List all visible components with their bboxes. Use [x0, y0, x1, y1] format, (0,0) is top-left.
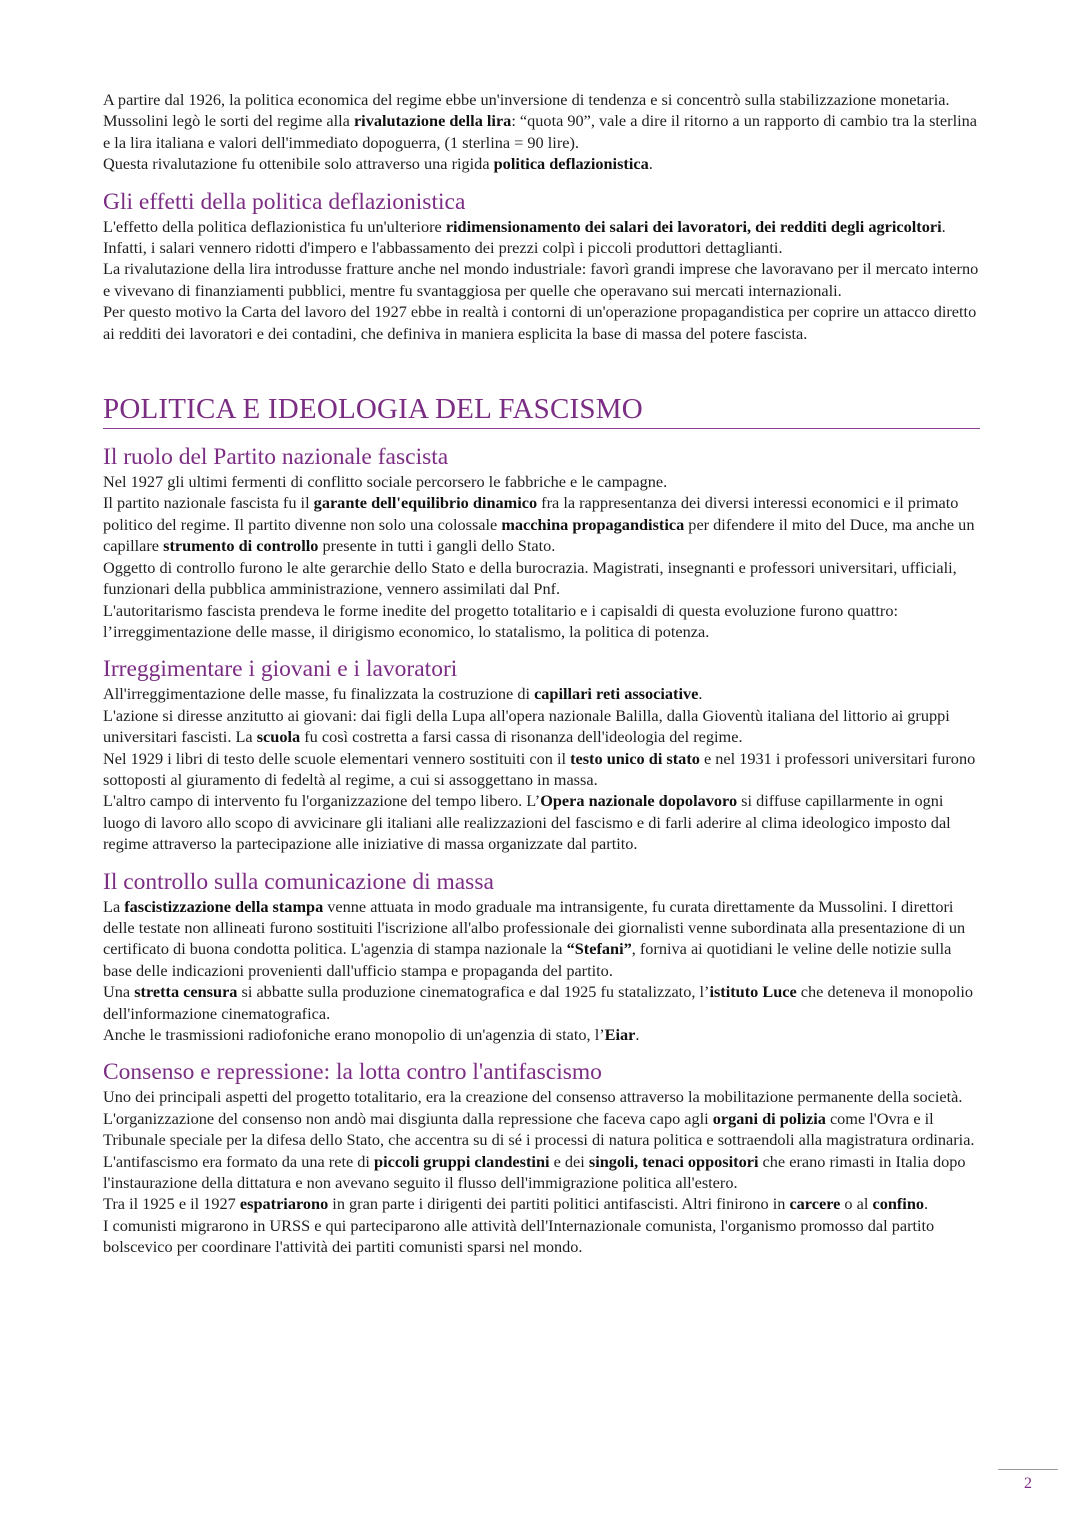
chapter-header: [103, 392, 983, 429]
bold-term: capillari reti associative: [534, 684, 699, 704]
paragraph: Oggetto di controllo furono le alte gerarchie dello Stato e della burocrazia. Magistrati, insegnanti e professori universitari, ufficiali, funzionari della pubblica amministrazione, vennero assimilati dal Pnf.: [103, 557, 957, 599]
paragraph: Questa rivalutazione fu ottenibile solo attraverso una rigida politica deflazionistica.: [103, 154, 653, 174]
paragraph: L'effetto della politica deflazionistica fu un'ulteriore ridimensionamento dei salari dei lavoratori, dei redditi degli agricoltori. Infatti, i salari vennero ridotti d'impero e l'abbassamento dei prezzi colpì i piccoli produttori dettaglianti.: [103, 216, 946, 258]
bold-term: singoli, tenaci oppositori: [588, 1151, 759, 1171]
bold-term: Opera nazionale dopolavoro: [540, 791, 738, 811]
bold-term: ridimensionamento dei salari dei lavoratori, dei redditi degli agricoltori: [445, 216, 942, 236]
paragraph: Tra il 1925 e il 1927 espatriarono in gran parte i dirigenti dei partiti politici antifascisti. Altri finirono in carcere o al confino.: [103, 1194, 929, 1214]
bold-term: “Stefani”: [566, 939, 632, 959]
title-underline: [103, 428, 980, 429]
paragraph: Uno dei principali aspetti del progetto totalitario, era la creazione del consenso attraverso la mobilitazione permanente della società.: [103, 1087, 963, 1107]
section-party-role: [103, 443, 983, 642]
page-number: 2: [1024, 1475, 1032, 1492]
bold-term: politica deflazionistica: [493, 154, 649, 174]
bold-term: rivalutazione della lira: [353, 111, 512, 131]
bold-term: macchina propagandistica: [501, 514, 685, 534]
bold-term: testo unico di stato: [570, 748, 700, 768]
paragraph: All'irreggimentazione delle masse, fu finalizzata la costruzione di capillari reti associative.: [103, 684, 703, 704]
bold-term: scuola: [256, 727, 301, 747]
section-heading: Il controllo sulla comunicazione di massa: [103, 868, 494, 895]
bold-term: istituto Luce: [709, 982, 797, 1002]
section-intro: [103, 89, 983, 175]
paragraph: Una stretta censura si abbatte sulla produzione cinematografica e dal 1925 fu statalizzato, l’istituto Luce che deteneva il monopolio dell'informazione cinematografica.: [103, 982, 974, 1023]
paragraph: Anche le trasmissioni radiofoniche erano monopolio di un'agenzia di stato, l’Eiar.: [103, 1025, 640, 1044]
bold-term: organi di polizia: [712, 1108, 826, 1128]
paragraph: Per questo motivo la Carta del lavoro del 1927 ebbe in realtà i contorni di un'operazione propagandistica per coprire un attacco diretto ai redditi dei lavoratori e dei contadini, che definiva in maniera esplicita la base di massa del potere fascista.: [103, 302, 977, 343]
paragraph: L'antifascismo era formato da una rete di piccoli gruppi clandestini e dei singoli, tenaci oppositori che erano rimasti in Italia dopo l'instaurazione della dittatura e non avevano seguito il flusso dell'immigrazione politica all'estero.: [103, 1151, 966, 1193]
section-deflation-effects: [103, 188, 983, 344]
paragraph: L'autoritarismo fascista prendeva le forme inedite del progetto totalitario e i capisaldi di questa evoluzione furono quattro: l’irreggimentazione delle masse, il dirigismo economico, lo statalismo, la politica di potenza.: [103, 600, 899, 641]
bold-term: piccoli gruppi clandestini: [374, 1151, 550, 1171]
section-youth-workers: [103, 655, 983, 854]
paragraph: L'organizzazione del consenso non andò mai disgiunta dalla repressione che faceva capo agli organi di polizia come l'Ovra e il Tribunale speciale per la difesa dello Stato, che accentra su di sé i processi di natura politica e sottraendoli alla magistratura ordinaria.: [103, 1108, 975, 1150]
bold-term: Eiar: [604, 1025, 636, 1044]
paragraph: Nel 1927 gli ultimi fermenti di conflitto sociale percorsero le fabbriche e le campagne.: [103, 472, 668, 492]
chapter-title: POLITICA E IDEOLOGIA DEL FASCISMO: [103, 393, 643, 426]
paragraph: L'azione si diresse anzitutto ai giovani: dai figli della Lupa all'opera nazionale Balilla, dalla Gioventù italiana del littorio ai gruppi universitari fascisti. La scuola fu così costretta a farsi cassa di risonanza dell'ideologia del regime.: [103, 705, 950, 747]
paragraph: La fascistizzazione della stampa venne attuata in modo graduale ma intransigente, fu curata direttamente da Mussolini. I direttori delle testate non allineati furono sostituiti l'iscrizione all'albo professionale dei giornalisti venne subordinata alla presentazione di un certificato di buona condotta politica. L'agenzia di stampa nazionale la “Stefani”, forniva ai quotidiani le veline delle notizie sulla base delle indicazioni provenienti dall'ufficio stampa e propaganda del partito.: [103, 896, 966, 980]
bold-term: espatriarono: [239, 1194, 329, 1214]
paragraph: Il partito nazionale fascista fu il garante dell'equilibrio dinamico fra la rappresentanza dei diversi interessi economici e il primato politico del regime. Il partito divenne non solo una colossale macchina propagandistica per difendere il mito del Duce, ma anche un capillare strumento di controllo presente in tutti i gangli dello Stato.: [103, 493, 975, 556]
section-heading: Irreggimentare i giovani e i lavoratori: [103, 656, 458, 683]
paragraph: I comunisti migrarono in URSS e qui parteciparono alle attività dell'Internazionale comunista, l'organismo promosso dal partito bolscevico per coordinare l'attività dei partiti comunisti sparsi nel mondo.: [103, 1215, 935, 1257]
paragraph: A partire dal 1926, la politica economica del regime ebbe un'inversione di tendenza e si concentrò sulla stabilizzazione monetaria. Mussolini legò le sorti del regime alla rivalutazione della lira: “quota 90”, vale a dire il ritorno a un rapporto di cambio tra la sterlina e la lira italiana e valori dell'immediato dopoguerra, (1 sterlina = 90 lire).: [103, 90, 977, 152]
section-heading: Gli effetti della politica deflazionistica: [103, 188, 466, 215]
page-number-rule: [998, 1469, 1058, 1470]
bold-term: carcere: [789, 1194, 841, 1214]
bold-term: fascistizzazione della stampa: [124, 896, 324, 916]
paragraph: La rivalutazione della lira introdusse fratture anche nel mondo industriale: favorì grandi imprese che lavoravano per il mercato interno e vivevano di finanziamenti pubblici, mentre fu svantaggiosa per quelle che operavano sui mercati internazionali.: [103, 259, 979, 300]
bold-term: garante dell'equilibrio dinamico: [313, 493, 538, 513]
section-heading: Il ruolo del Partito nazionale fascista: [103, 444, 449, 471]
bold-term: stretta censura: [134, 982, 238, 1002]
bold-term: strumento di controllo: [163, 536, 319, 556]
paragraph: Nel 1929 i libri di testo delle scuole elementari vennero sostituiti con il testo unico di stato e nel 1931 i professori universitari furono sottoposti al giuramento di fedeltà al regime, a cui si assoggettano in massa.: [103, 748, 976, 789]
page-content: [103, 89, 983, 1258]
section-heading: Consenso e repressione: la lotta contro l'antifascismo: [103, 1059, 602, 1086]
section-consensus-repression: [103, 1058, 983, 1257]
section-mass-communication: [103, 868, 983, 1046]
bold-term: confino: [872, 1194, 925, 1214]
paragraph: L'altro campo di intervento fu l'organizzazione del tempo libero. L’Opera nazionale dopolavoro si diffuse capillarmente in ogni luogo di lavoro allo scopo di avvicinare gli italiani alle realizzazioni del fascismo e di farli aderire al clima ideologico imposto dal regime attraverso la partecipazione alle iniziative di massa organizzate dal partito.: [103, 791, 951, 854]
